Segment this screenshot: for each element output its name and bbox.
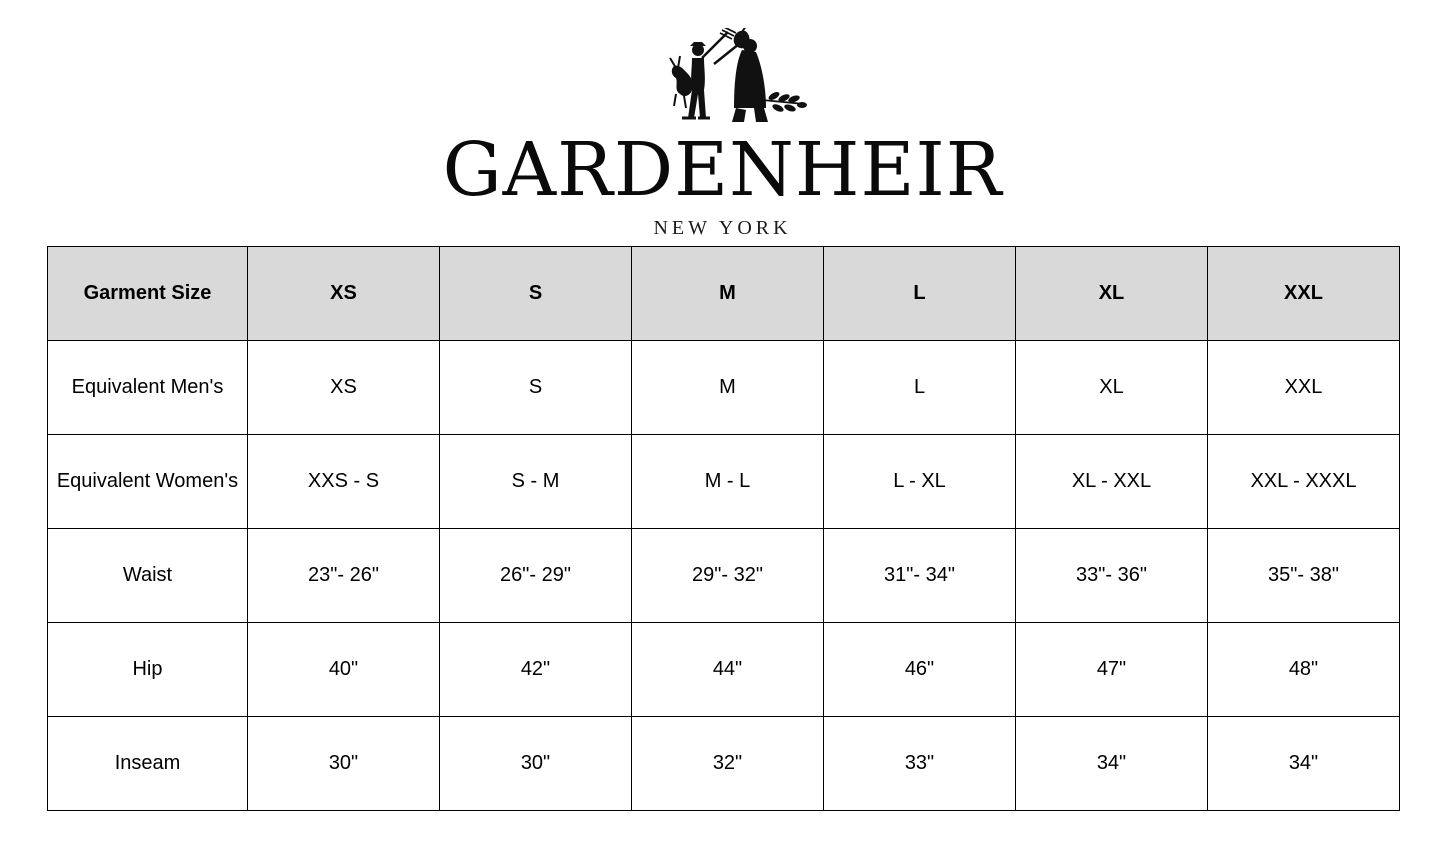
header-l: L [824, 247, 1016, 341]
row-label: Equivalent Men's [48, 341, 248, 435]
table-row-inseam [48, 717, 1400, 811]
table-row-equivalent-womens [48, 435, 1400, 529]
table-cell: 34" [1208, 717, 1400, 811]
table-cell: 33" [824, 717, 1016, 811]
table-cell: 31"- 34" [824, 529, 1016, 623]
table-header-row [48, 247, 1400, 341]
table-cell: 26"- 29" [440, 529, 632, 623]
header-garment-size: Garment Size [48, 247, 248, 341]
table-cell: 30" [440, 717, 632, 811]
table-row-hip [48, 623, 1400, 717]
table-cell: 40" [248, 623, 440, 717]
row-label: Hip [48, 623, 248, 717]
table-cell: XXL - XXXL [1208, 435, 1400, 529]
table-cell: XL - XXL [1016, 435, 1208, 529]
table-cell: XS [248, 341, 440, 435]
table-cell: 23"- 26" [248, 529, 440, 623]
brand-subtitle: NEW YORK [653, 217, 792, 239]
table-cell: 42" [440, 623, 632, 717]
header-xs: XS [248, 247, 440, 341]
table-cell: 33"- 36" [1016, 529, 1208, 623]
row-label: Waist [48, 529, 248, 623]
table-cell: 46" [824, 623, 1016, 717]
table-cell: S - M [440, 435, 632, 529]
row-label: Equivalent Women's [48, 435, 248, 529]
table-cell: 29"- 32" [632, 529, 824, 623]
table-cell: 32" [632, 717, 824, 811]
table-cell: L [824, 341, 1016, 435]
table-cell: 47" [1016, 623, 1208, 717]
row-label: Inseam [48, 717, 248, 811]
brand-name: GARDENHEIR [442, 127, 1003, 213]
header-xl: XL [1016, 247, 1208, 341]
table-cell: XXL [1208, 341, 1400, 435]
table-cell: 48" [1208, 623, 1400, 717]
table-cell: 34" [1016, 717, 1208, 811]
table-cell: S [440, 341, 632, 435]
table-cell: 30" [248, 717, 440, 811]
table-cell: L - XL [824, 435, 1016, 529]
table-cell: XXS - S [248, 435, 440, 529]
table-cell: 35"- 38" [1208, 529, 1400, 623]
table-row-equivalent-mens [48, 341, 1400, 435]
brand-header [0, 0, 1445, 245]
table-row-waist [48, 529, 1400, 623]
table-cell: M [632, 341, 824, 435]
header-xxl: XXL [1208, 247, 1400, 341]
table-cell: XL [1016, 341, 1208, 435]
table-cell: 44" [632, 623, 824, 717]
header-m: M [632, 247, 824, 341]
brand-illustration-icon [662, 28, 812, 128]
table-cell: M - L [632, 435, 824, 529]
size-chart-table [47, 246, 1400, 811]
header-s: S [440, 247, 632, 341]
